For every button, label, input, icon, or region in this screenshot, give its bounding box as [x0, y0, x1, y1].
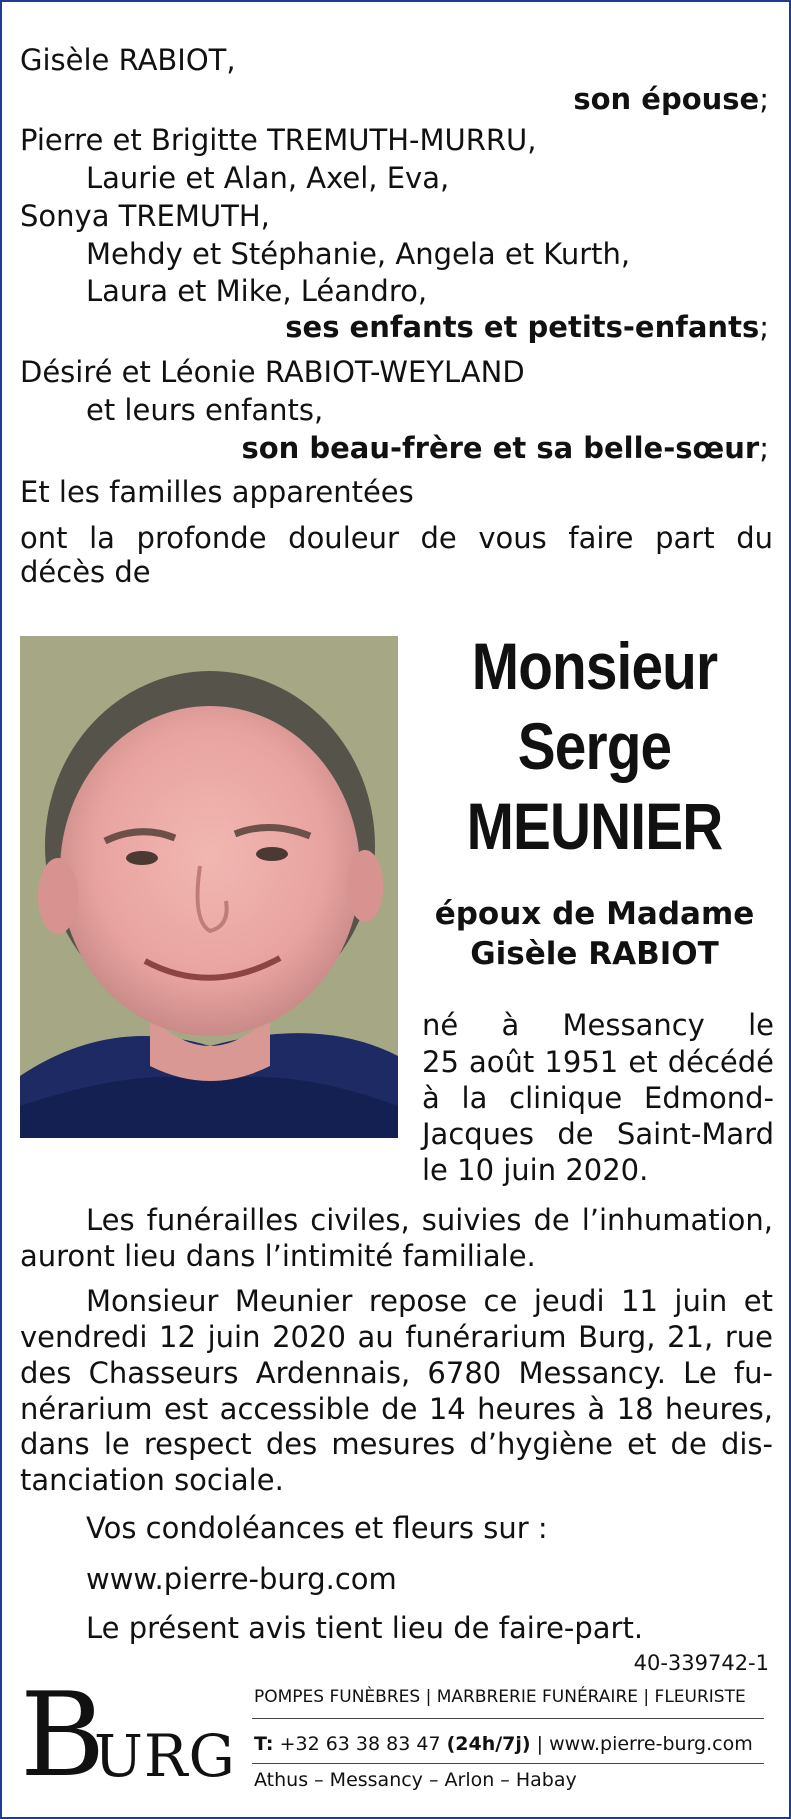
- children-role: ses enfants et petits-enfants: [285, 310, 760, 344]
- phone-hours: (24h/7j): [446, 1733, 531, 1755]
- footer-website[interactable]: www.pierre-burg.com: [549, 1733, 753, 1755]
- phone-label: T:: [254, 1733, 274, 1755]
- locations-line: Athus – Messancy – Arlon – Habay: [254, 1769, 577, 1791]
- semicolon: ;: [759, 431, 769, 465]
- logo-big-b: B: [20, 1668, 106, 1803]
- spouse-of-line-1: époux de Madame: [434, 896, 755, 932]
- burg-logo: [20, 1668, 236, 1803]
- visit-line-5: dans le respect des mesures d’hygiène et de dis-: [20, 1427, 773, 1461]
- footer-divider-top: [252, 1718, 764, 1719]
- inlaws-kids: et leurs enfants,: [86, 393, 324, 427]
- footer-divider-bottom: [252, 1763, 764, 1764]
- bio-line-3: à la clinique Edmond-: [422, 1081, 774, 1115]
- first-name: Serge: [517, 709, 672, 783]
- semicolon: ;: [759, 82, 769, 116]
- portrait-illustration: [20, 636, 398, 1138]
- inlaws-role-line: [241, 430, 769, 466]
- visit-line-4: nérarium est accessible de 14 heures à 18 heures,: [20, 1392, 773, 1426]
- bio-line-1: né à Messancy le: [422, 1008, 774, 1042]
- title-line: Monsieur: [471, 629, 718, 703]
- child-2-kids-b: Laura et Mike, Léandro,: [86, 274, 428, 308]
- semicolon: ;: [759, 310, 769, 344]
- spouse-role: son épouse: [573, 82, 760, 116]
- visit-line-2: vendredi 12 juin 2020 au funérarium Burg, 21, rue: [20, 1320, 773, 1354]
- announce-line-2: décès de: [20, 555, 151, 589]
- child-1-kids: Laurie et Alan, Axel, Eva,: [86, 161, 450, 195]
- funeral-line-2: auront lieu dans l’intimité familiale.: [20, 1239, 536, 1273]
- child-2: Sonya TREMUTH,: [20, 199, 270, 233]
- spouse-of-line-2: Gisèle RABIOT: [470, 936, 719, 972]
- inlaws: Désiré et Léonie RABIOT-WEYLAND: [20, 355, 525, 389]
- portrait-photo: [20, 636, 398, 1138]
- services-line: POMPES FUNÈBRES | MARBRERIE FUNÉRAIRE | FLEURISTE: [254, 1687, 746, 1707]
- announce-line-1: ont la profonde douleur de vous faire part du: [20, 521, 773, 555]
- visit-line-6: tanciation sociale.: [20, 1463, 284, 1497]
- visit-line-3: des Chasseurs Ardennais, 6780 Messancy. Le fu-: [20, 1356, 773, 1390]
- reference-number: 40-339742-1: [633, 1651, 769, 1675]
- bio-line-2: 25 août 1951 et décédé: [422, 1045, 774, 1079]
- condolences-line: Vos condoléances et fleurs sur :: [86, 1511, 548, 1545]
- inlaws-role: son beau-frère et sa belle-sœur: [241, 431, 760, 465]
- bio-line-5: le 10 juin 2020.: [422, 1153, 649, 1187]
- notice-line: Le présent avis tient lieu de faire-part.: [86, 1611, 644, 1645]
- last-name: MEUNIER: [466, 789, 723, 863]
- spouse-role-line: [573, 81, 769, 117]
- child-2-kids-a: Mehdy et Stéphanie, Angela et Kurth,: [86, 237, 631, 271]
- spouse-of: [407, 894, 782, 974]
- families-line: Et les familles apparentées: [20, 475, 414, 509]
- bio-line-4: Jacques de Saint-Mard: [422, 1117, 774, 1151]
- contact-separator: |: [536, 1733, 544, 1755]
- condolences-website[interactable]: www.pierre-burg.com: [86, 1562, 397, 1596]
- children-role-line: [285, 309, 769, 345]
- spouse-name: Gisèle RABIOT,: [20, 43, 236, 77]
- phone-number[interactable]: +32 63 38 83 47: [279, 1733, 441, 1755]
- child-1: Pierre et Brigitte TREMUTH-MURRU,: [20, 123, 537, 157]
- funeral-line-1: Les funérailles civiles, suivies de l’inhumation,: [86, 1203, 773, 1237]
- deceased-name: [407, 626, 782, 866]
- visit-line-1: Monsieur Meunier repose ce jeudi 11 juin et: [86, 1284, 773, 1318]
- logo-rest: URG: [94, 1722, 236, 1790]
- contact-line: [254, 1730, 753, 1758]
